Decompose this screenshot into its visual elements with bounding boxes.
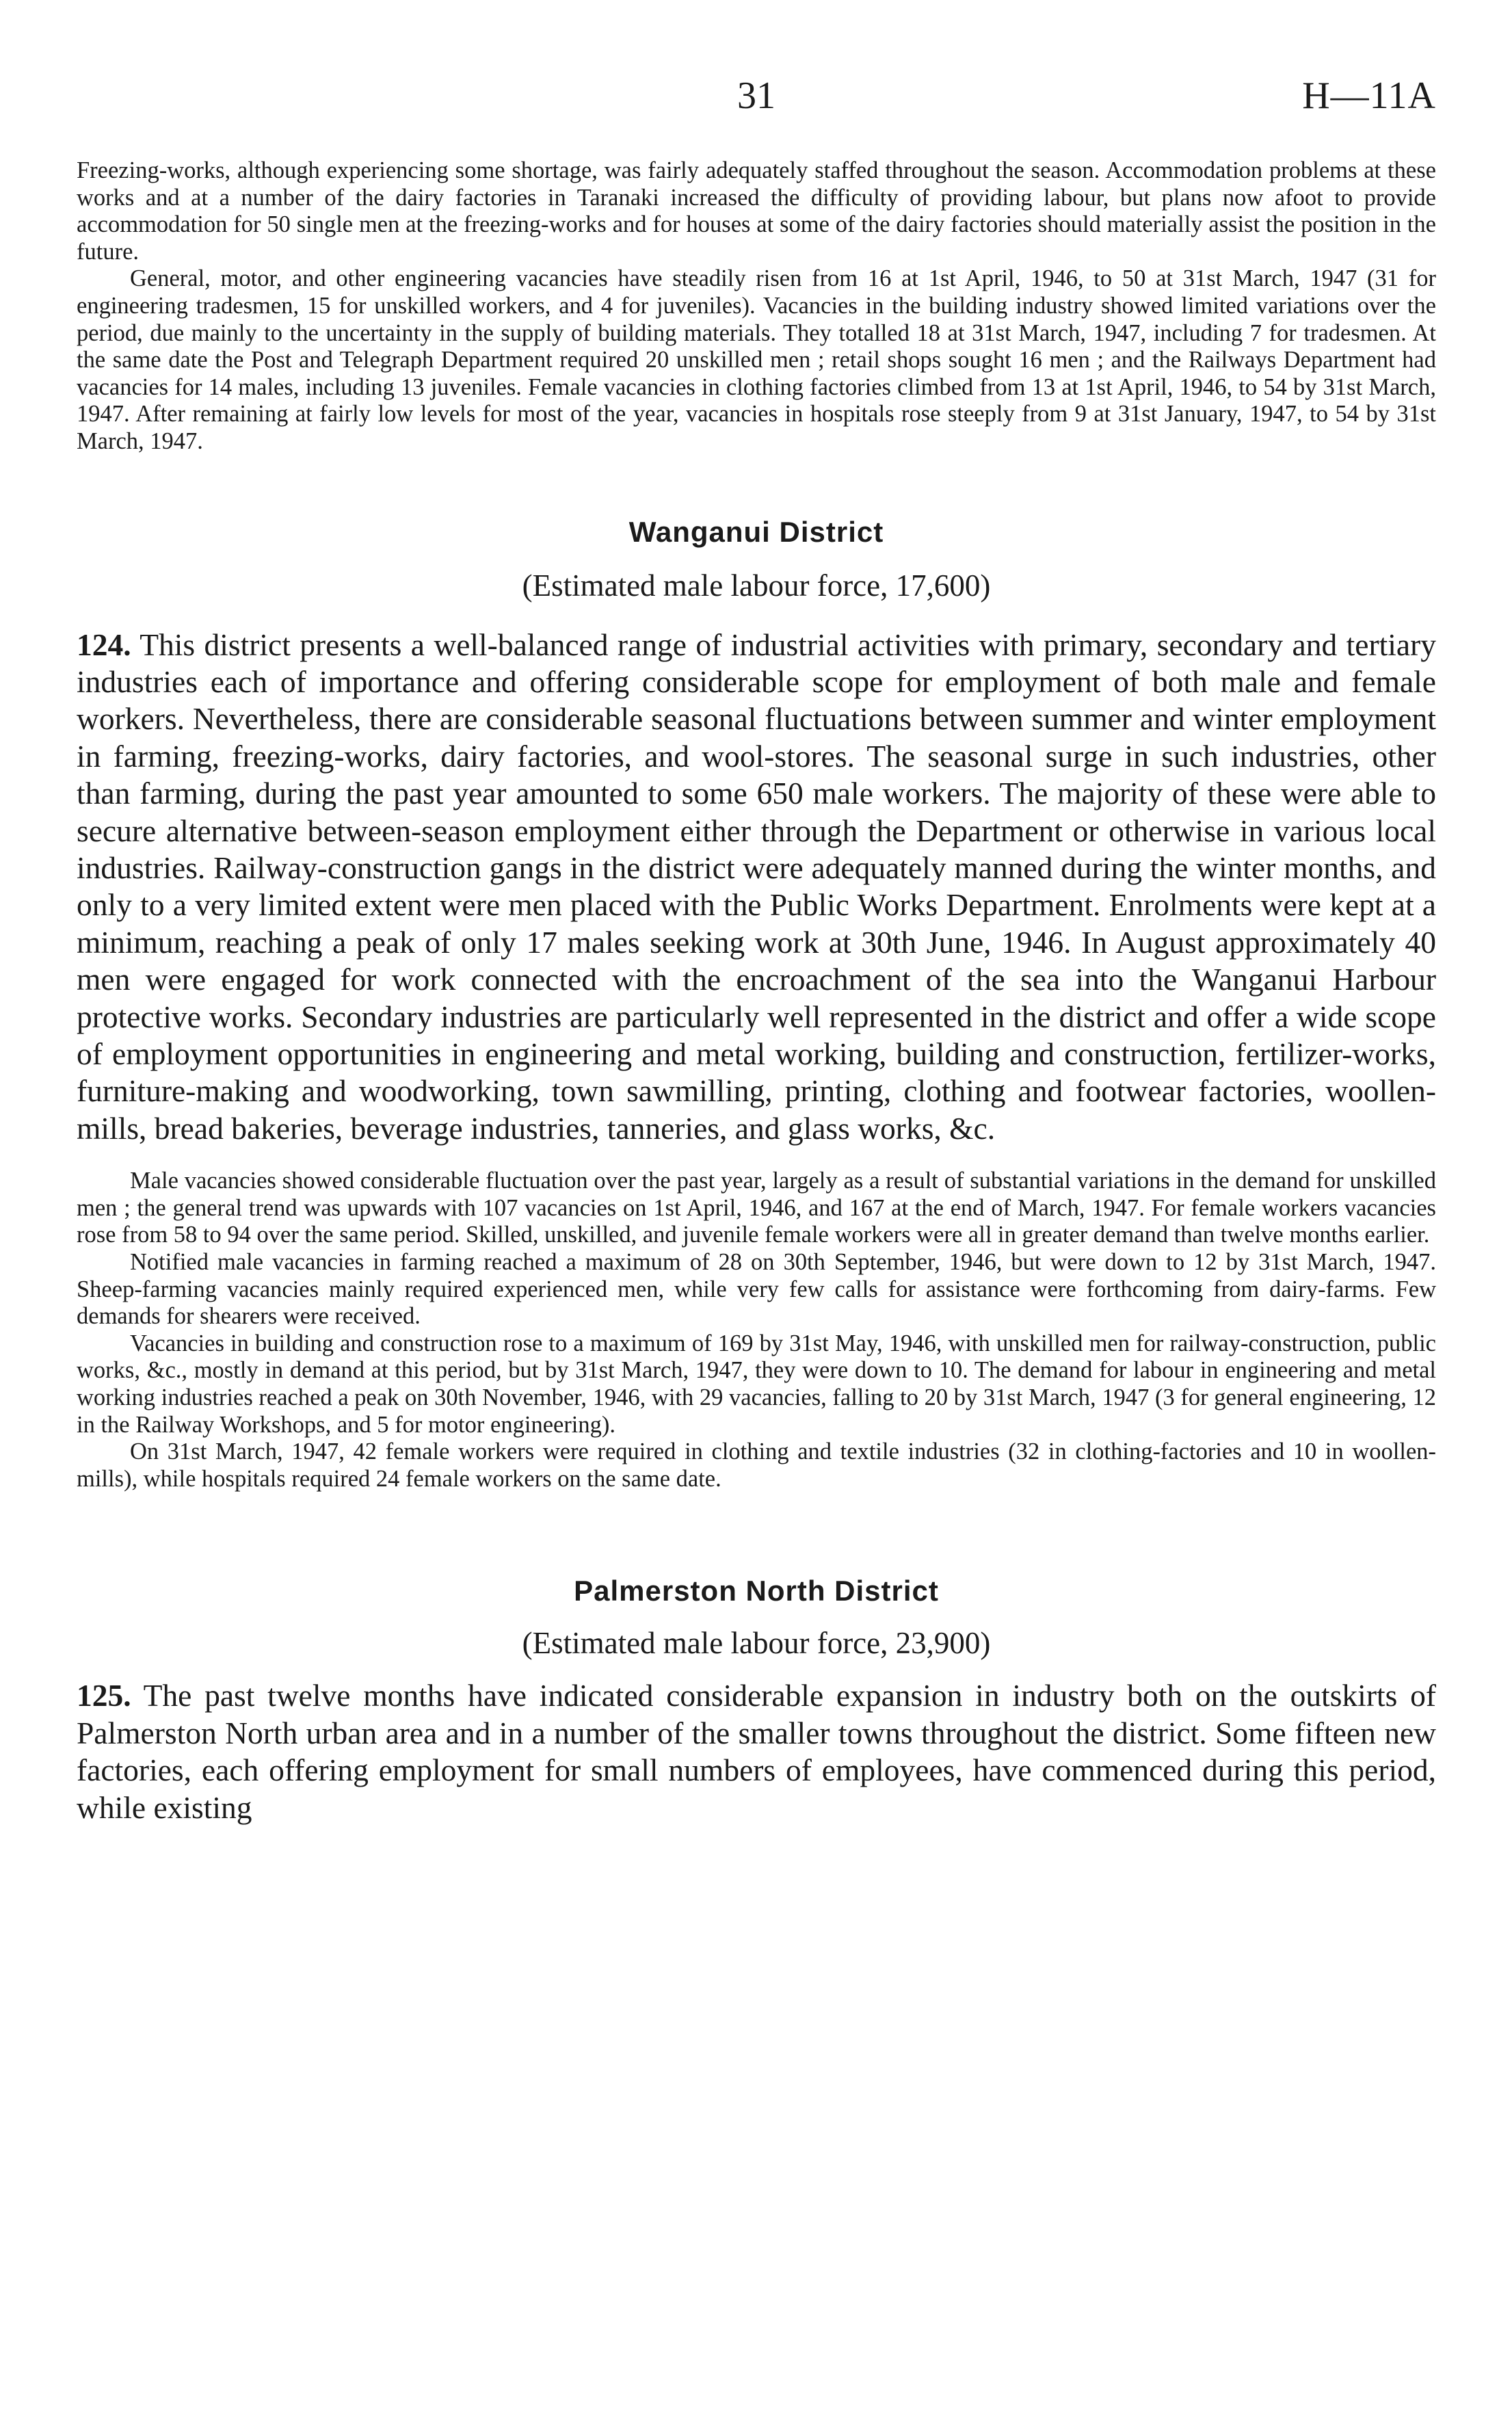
paragraph-125-text: The past twelve months have indicated considerable expansion in industry both on the outskirts of Palmerston North urban area and in a number of the smaller towns throughout the district. Some fifteen new factories, each offering employment for small numbers of employees, have commenced during this period, while existing — [77, 1678, 1437, 1825]
wanganui-district-heading: Wanganui District — [628, 515, 884, 548]
wanganui-farming-vacancies-paragraph: Notified male vacancies in farming reached a maximum of 28 on 30th September, 1946, but were down to 12 by 31st March, 1947. Sheep-farming vacancies mainly required experienced men, while very few calls for assistance were forthcoming from dairy-farms. Few demands for shearers were received. — [77, 1249, 1436, 1330]
wanganui-detail-section — [77, 1168, 1436, 1493]
palmerston-north-district-heading: Palmerston North District — [574, 1575, 939, 1607]
document-page — [77, 0, 1436, 1826]
intro-paragraph-freezing-works: Freezing-works, although experiencing some shortage, was fairly adequately staffed throughout the season. Accommodation problems at these works and at a number of the dairy factories in Taranaki increased the difficulty of providing labour, but plans now afoot to provide accommodation for 50 single men at the freezing-works and for houses at some of the dairy factories should materially assist the position in the future. — [77, 157, 1436, 265]
wanganui-male-vacancies-paragraph: Male vacancies showed considerable fluctuation over the past year, largely as a result of substantial variations in the demand for unskilled men ; the general trend was upwards with 107 vacancies on 1st April, 1946, and 167 at the end of March, 1947. For female workers vacancies rose from 58 to 94 over the same period. Skilled, unskilled, and juvenile female workers were all in greater demand than twelve months earlier. — [77, 1168, 1436, 1248]
page-header — [77, 0, 1436, 157]
paragraph-number-125: 125. — [77, 1678, 131, 1713]
wanganui-main-section — [77, 627, 1436, 1148]
paragraph-125 — [77, 1677, 1436, 1826]
page-number: 31 — [737, 75, 775, 117]
paragraph-124 — [77, 627, 1436, 1148]
palmerston-main-section — [77, 1677, 1436, 1826]
palmerston-labour-force-subtitle: (Estimated male labour force, 23,900) — [522, 1626, 991, 1661]
intro-section — [77, 157, 1436, 456]
paragraph-number-124: 124. — [77, 627, 131, 662]
wanganui-labour-force-subtitle: (Estimated male labour force, 17,600) — [522, 568, 991, 603]
document-code: H—11A — [1302, 75, 1436, 117]
intro-paragraph-engineering-vacancies: General, motor, and other engineering vacancies have steadily risen from 16 at 1st April, 1946, to 50 at 31st March, 1947 (31 for engineering tradesmen, 15 for unskilled workers, and 4 for juveniles). Vacancies in the building industry showed limited variations over the period, due mainly to the uncertainty in the supply of building materials. They totalled 18 at 31st March, 1947, including 7 for tradesmen. At the same date the Post and Telegraph Department required 20 unskilled men ; retail shops sought 16 men ; and the Railways Department had vacancies for 14 males, including 13 juveniles. Female vacancies in clothing factories climbed from 13 at 1st April, 1946, to 54 by 31st March, 1947. After remaining at fairly low levels for most of the year, vacancies in hospitals rose steeply from 9 at 31st January, 1947, to 54 by 31st March, 1947. — [77, 265, 1436, 454]
paragraph-124-text: This district presents a well-balanced range of industrial activities with primary, secondary and tertiary industries each of importance and offering considerable scope for employment of both male and female workers. Nevertheless, there are considerable seasonal fluctuations between summer and winter employment in farming, freezing-works, dairy factories, and wool-stores. The seasonal surge in such industries, other than farming, during the past year amounted to some 650 male workers. The majority of these were able to secure alternative between-season employment either through the Department or otherwise in various local industries. Railway-construction gangs in the district were adequately manned during the winter months, and only to a very limited extent were men placed with the Public Works Department. Enrolments were kept at a minimum, reaching a peak of only 17 males seeking work at 30th June, 1946. In August approximately 40 men were engaged for work connected with the encroachment of the sea into the Wanganui Harbour protective works. Secondary industries are particularly well represented in the district and offer a wide scope of employment opportunities in engineering and metal working, building and construction, fertilizer-works, furniture-making and woodworking, town sawmilling, printing, clothing and footwear factories, woollen-mills, bread bakeries, beverage industries, tanneries, and glass works, &c. — [77, 627, 1436, 1146]
wanganui-building-vacancies-paragraph: Vacancies in building and construction rose to a maximum of 169 by 31st May, 1946, with unskilled men for railway-construction, public works, &c., mostly in demand at this period, but by 31st March, 1947, they were down to 10. The demand for labour in engineering and metal working industries reached a peak on 30th November, 1946, with 29 vacancies, falling to 20 by 31st March, 1947 (3 for general engineering, 12 in the Railway Workshops, and 5 for motor engineering). — [77, 1330, 1436, 1438]
wanganui-female-workers-paragraph: On 31st March, 1947, 42 female workers were required in clothing and textile industries (32 in clothing-factories and 10 in woollen-mills), while hospitals required 24 female workers on the same date. — [77, 1438, 1436, 1492]
